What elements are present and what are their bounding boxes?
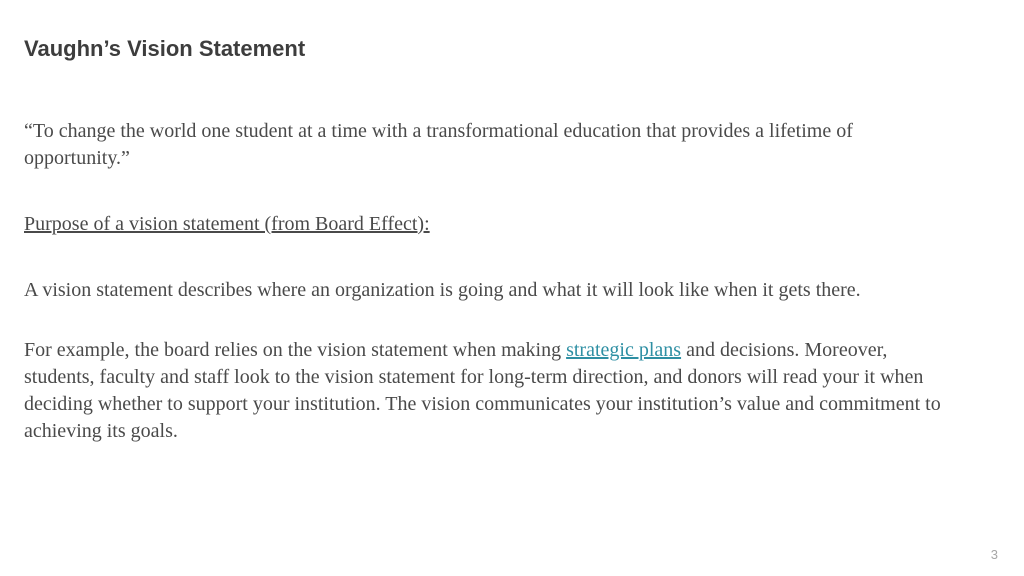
vision-quote: “To change the world one student at a time with a transformational education that provides a lifetime of opportunity.” [24, 120, 853, 169]
strategic-plans-link[interactable]: strategic plans [566, 339, 682, 361]
slide-number: 3 [990, 547, 998, 562]
purpose-heading: Purpose of a vision statement (from Board Effect): [24, 213, 430, 235]
slide-title: Vaughn’s Vision Statement [24, 36, 306, 61]
example-paragraph [24, 337, 954, 445]
vision-description: A vision statement describes where an organization is going and what it will look like when it gets there. [24, 279, 861, 301]
example-text-after-link: and decisions. Moreover, students, faculty and staff look to the vision statement for long-term direction, and donors will read your it when deciding whether to support your institution. The vision communicates your institution’s value and commitment to achieving its goals. [24, 339, 941, 442]
example-text-before-link: For example, the board relies on the vision statement when making [24, 339, 567, 361]
